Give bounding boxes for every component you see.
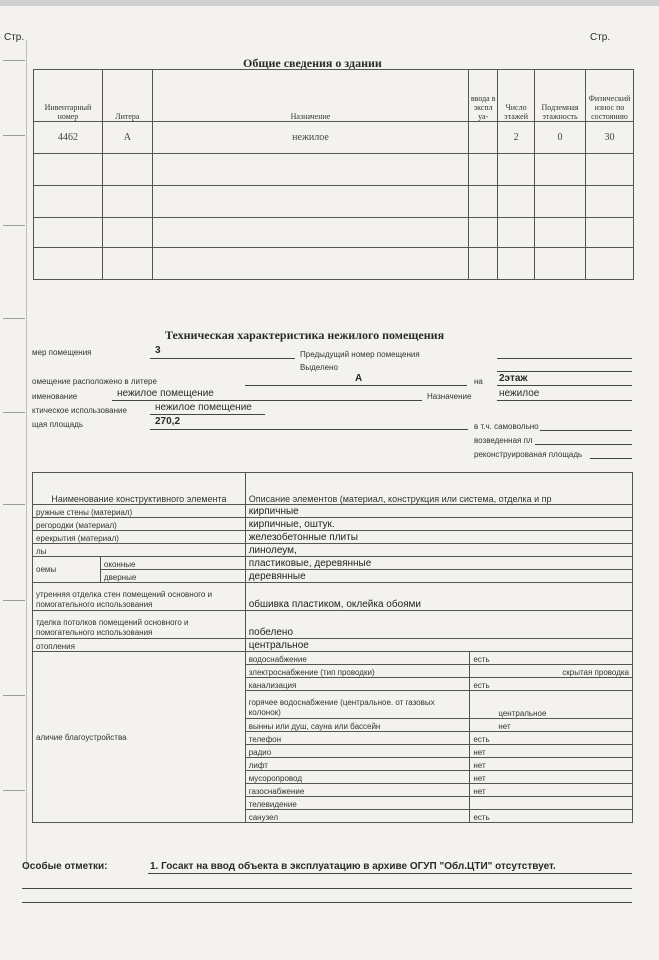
element-name-line: помогательного использования — [36, 600, 153, 609]
general-empty-row — [34, 248, 634, 280]
general-table — [33, 69, 634, 280]
underground-value: 0 — [535, 122, 586, 154]
element-row — [33, 557, 633, 570]
edge-tick — [3, 225, 25, 226]
amenity-value: центральное — [470, 691, 633, 719]
actual-use-value: нежилое помещение — [155, 402, 252, 413]
element-subname: дверные — [100, 570, 245, 583]
location-value: А — [355, 373, 363, 384]
page-label-right: Стр. — [590, 32, 611, 43]
reconstructed-line — [590, 458, 632, 459]
area-label: щая площадь — [32, 420, 83, 429]
element-row — [33, 518, 633, 531]
amenity-name: телевидение — [245, 797, 470, 810]
col-liter: Литера — [102, 70, 152, 122]
reconstructed-label: реконструированая площадь — [474, 450, 583, 459]
liter-value: А — [102, 122, 152, 154]
element-desc: линолеум, — [245, 544, 632, 557]
amenity-value: есть — [470, 678, 633, 691]
amenity-value: нет — [470, 745, 633, 758]
purpose-label: Назначение — [427, 392, 472, 401]
element-name: регородки (материал) — [33, 518, 246, 531]
room-number-line — [150, 358, 295, 359]
col-wear: Физический износ по состоянию — [585, 70, 633, 122]
incl-line — [540, 430, 632, 431]
commissioning-value — [469, 122, 498, 154]
element-desc: пластиковые, деревянные — [245, 557, 632, 570]
scan-edge — [0, 0, 659, 6]
amenity-value: есть — [470, 732, 633, 745]
edge-tick — [3, 60, 25, 61]
amenity-name: лифт — [245, 758, 470, 771]
element-desc: кирпичные, оштук. — [245, 518, 632, 531]
edge-tick — [3, 412, 25, 413]
edge-tick — [3, 600, 25, 601]
general-empty-row — [34, 154, 634, 186]
amenity-value: нет — [470, 771, 633, 784]
amenity-name: радио — [245, 745, 470, 758]
inventory-number: 4462 — [34, 122, 103, 154]
edge-tick — [3, 695, 25, 696]
elements-header-row — [33, 473, 633, 505]
amenity-value: нет — [470, 758, 633, 771]
notes-text: 1. Госакт на ввод объекта в эксплуатацию в архиве ОГУП "Обл.ЦТИ" отсутствует. — [150, 861, 556, 872]
incl-label: в т.ч. самовольно — [474, 422, 539, 431]
col-inventory: Инвентарный номер — [34, 70, 103, 122]
amenities-label: аличие благоустройства — [33, 652, 246, 823]
area-line — [150, 429, 468, 430]
amenity-name: мусоропровод — [245, 771, 470, 784]
general-header-row — [34, 70, 634, 122]
page-label-left: Стр. — [4, 32, 25, 43]
col-purpose: Назначение — [152, 70, 468, 122]
col-commissioning: ввода в экспл уа- — [469, 70, 498, 122]
element-subname: оконные — [100, 557, 245, 570]
element-row — [33, 531, 633, 544]
allocated-line — [497, 371, 632, 372]
tech-title: Техническая характеристика нежилого помещения — [165, 328, 445, 342]
element-desc: обшивка пластиком, оклейка обоями — [245, 583, 632, 611]
element-name-line: помогательного использования — [36, 628, 153, 637]
purpose-value: нежилое — [152, 122, 468, 154]
floor-prefix: на — [474, 377, 483, 386]
wear-value: 30 — [585, 122, 633, 154]
floors-value: 2 — [498, 122, 535, 154]
element-row — [33, 611, 633, 639]
amenity-name: телефон — [245, 732, 470, 745]
element-desc: кирпичные — [245, 505, 632, 518]
elements-header-name: Наименование конструктивного элемента — [33, 473, 246, 505]
general-title: Общие сведения о здании — [243, 56, 382, 70]
element-desc: деревянные — [245, 570, 632, 583]
element-name: отопления — [33, 639, 246, 652]
prev-number-line — [497, 358, 632, 359]
amenity-value — [470, 797, 633, 810]
amenity-name: санузел — [245, 810, 470, 823]
elements-table — [32, 472, 633, 823]
col-floors: Число этажей — [498, 70, 535, 122]
allocated-label: Выделено — [300, 363, 338, 372]
name-value: нежилое помещение — [117, 388, 214, 399]
location-line — [245, 385, 467, 386]
element-name-line: утренняя отделка стен помещений основного и — [36, 590, 213, 599]
element-name: ружные стены (материал) — [33, 505, 246, 518]
floor-line — [497, 385, 632, 386]
actual-use-line — [150, 414, 265, 415]
amenity-name: водоснабжение — [245, 652, 470, 665]
name-line — [112, 400, 422, 401]
name-label: именование — [32, 392, 78, 401]
left-binding-edge — [0, 40, 27, 870]
room-number-value: 3 — [155, 345, 161, 356]
floor-value: 2этаж — [499, 373, 528, 384]
amenity-name: злектроснабжение (тип проводки) — [245, 665, 470, 678]
amenity-value: нет — [470, 719, 633, 732]
amenity-name: вынны или душ, сауна или бассейн — [245, 719, 470, 732]
purpose-tech-value: нежилое — [499, 388, 540, 399]
element-row — [33, 639, 633, 652]
col-underground: Подземная этажность — [535, 70, 586, 122]
element-name — [33, 583, 246, 611]
element-desc: побелено — [245, 611, 632, 639]
edge-tick — [3, 135, 25, 136]
amenity-row — [33, 652, 633, 665]
element-desc: железобетонные плиты — [245, 531, 632, 544]
amenity-name: горячее водоснабжение (центральное. от газовых колонок) — [245, 691, 470, 719]
actual-use-label: ктическое использование — [32, 406, 127, 415]
notes-line — [148, 873, 632, 874]
edge-tick — [3, 504, 25, 505]
area-value: 270,2 — [155, 416, 181, 427]
location-label: омещение расположено в литере — [32, 377, 157, 386]
general-data-row — [34, 122, 634, 154]
element-name — [33, 611, 246, 639]
room-number-label: мер помещения — [32, 348, 92, 357]
purpose-line — [497, 400, 632, 401]
element-row — [33, 570, 633, 583]
notes-line — [22, 888, 632, 889]
notes-line — [22, 902, 632, 903]
element-name: оемы — [33, 557, 101, 583]
amenity-value: скрытая проводка — [470, 665, 633, 678]
amenity-value: есть — [470, 810, 633, 823]
element-name-line: тделка потолков помещений основного и — [36, 618, 189, 627]
elements-header-desc: Описание элементов (материал, конструкция или система, отделка и пр — [245, 473, 632, 505]
element-row — [33, 583, 633, 611]
element-row — [33, 544, 633, 557]
element-row — [33, 505, 633, 518]
amenity-value: нет — [470, 784, 633, 797]
built-line — [535, 444, 632, 445]
prev-number-label: Предыдущий номер помещения — [300, 350, 420, 359]
element-name: лы — [33, 544, 246, 557]
general-empty-row — [34, 218, 634, 248]
general-empty-row — [34, 186, 634, 218]
amenity-name: канализация — [245, 678, 470, 691]
edge-tick — [3, 318, 25, 319]
edge-tick — [3, 790, 25, 791]
notes-label: Особые отметки: — [22, 861, 108, 872]
element-desc: центральное — [245, 639, 632, 652]
element-name: ерекрытия (материал) — [33, 531, 246, 544]
built-label: возведенная пл — [474, 436, 533, 445]
amenity-name: газоснабжение — [245, 784, 470, 797]
amenity-value: есть — [470, 652, 633, 665]
